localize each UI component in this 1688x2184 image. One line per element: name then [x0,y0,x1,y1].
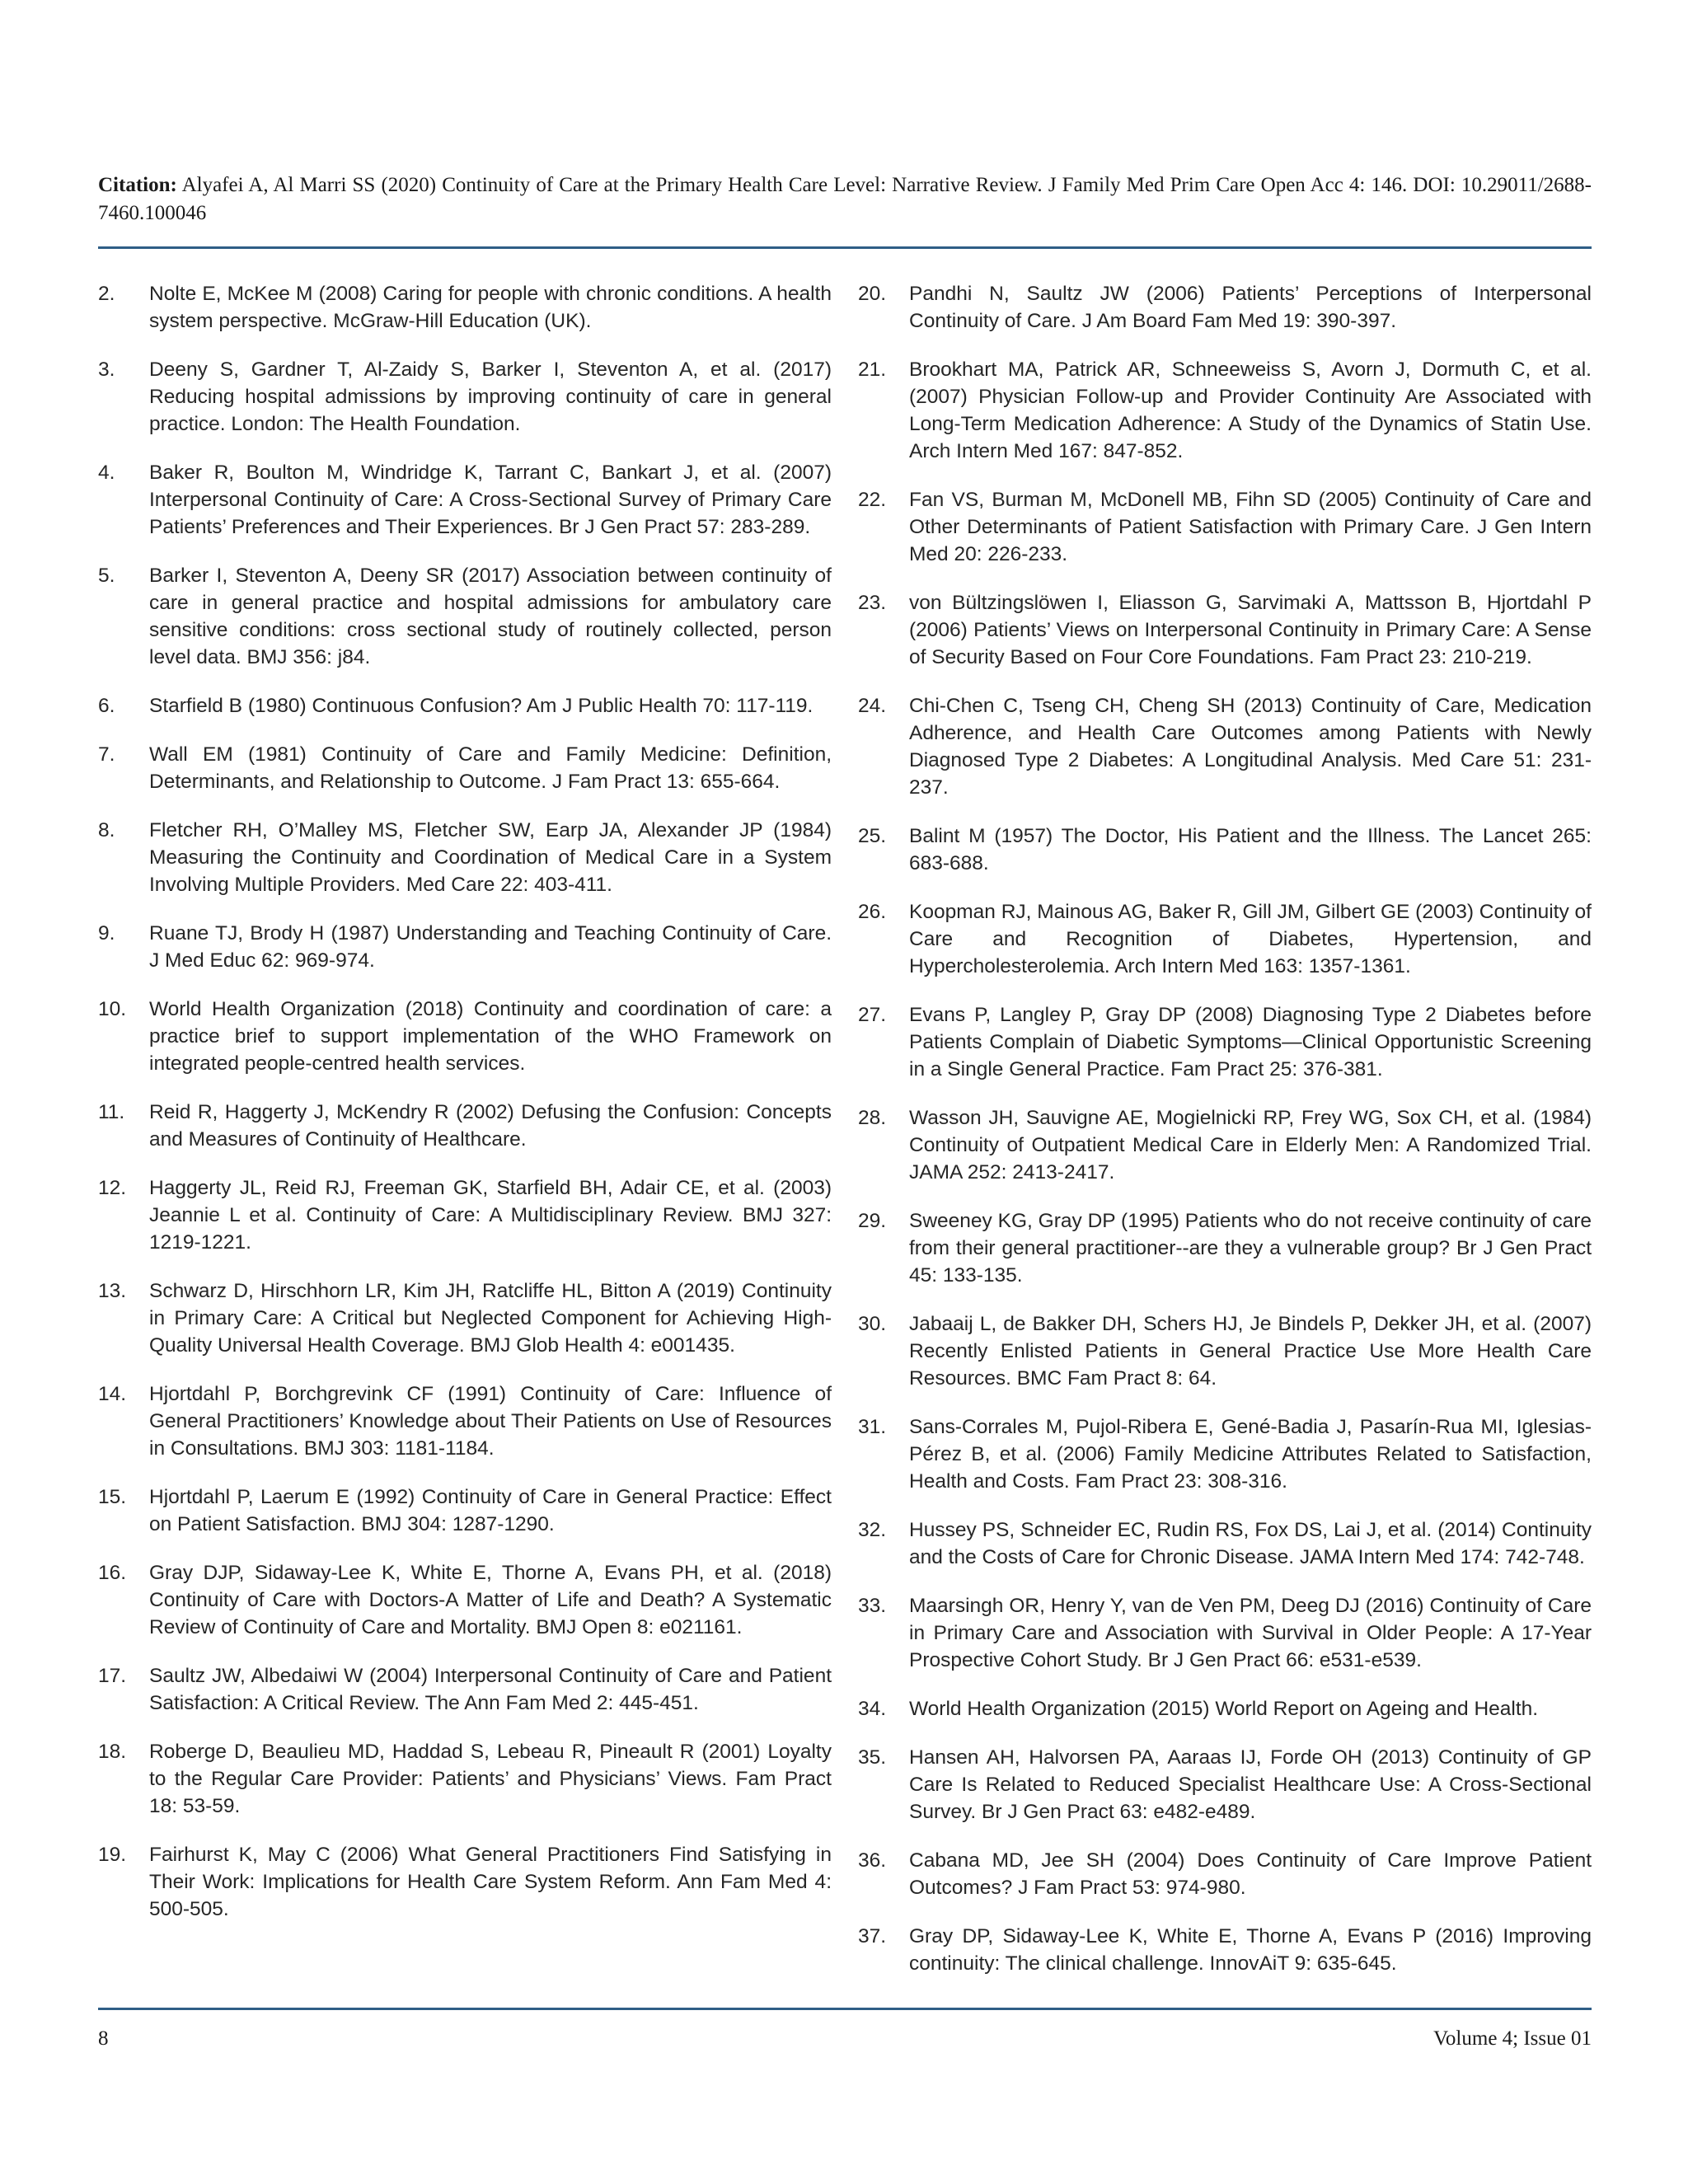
reference-text: World Health Organization (2018) Continuity and coordination of care: a practice brief to support implementation of the WHO Framework on integrated people-centred health services. [149,998,832,1075]
reference-text: Roberge D, Beaulieu MD, Haddad S, Lebeau R, Pineault R (2001) Loyalty to the Regular Care Provider: Patients’ and Physicians’ Views. Fam Pract 18: 53-59. [149,1741,832,1817]
page-number: 8 [98,2027,109,2050]
reference-number: 4. [98,462,115,484]
reference-text: Ruane TJ, Brody H (1987) Understanding and Teaching Continuity of Care. J Med Educ 62: 969-974. [149,922,832,972]
reference-item [98,356,832,438]
reference-item [98,459,832,541]
reference-number: 16. [98,1562,127,1584]
reference-number: 28. [858,1107,887,1129]
reference-text: Haggerty JL, Reid RJ, Freeman GK, Starfield BH, Adair CE, et al. (2003) Jeannie L et al. Continuity of Care: A Multidisciplinary Review. BMJ 327: 1219-1221. [149,1177,832,1254]
reference-item [858,692,1592,801]
reference-item [98,1277,832,1359]
reference-item [858,280,1592,335]
reference-item [98,1662,832,1717]
reference-number: 35. [858,1746,887,1769]
reference-number: 25. [858,825,887,847]
reference-item [858,1847,1592,1901]
reference-item [858,1310,1592,1392]
reference-item [858,1923,1592,1977]
reference-text: Maarsingh OR, Henry Y, van de Ven PM, Deeg DJ (2016) Continuity of Care in Primary Care and Association with Survival in Older People: A 17-Year Prospective Cohort Study. Br J Gen Pract 66: e531-e539. [909,1595,1592,1671]
reference-text: Fletcher RH, O’Malley MS, Fletcher SW, Earp JA, Alexander JP (1984) Measuring the Continuity and Coordination of Medical Care in a System Involving Multiple Providers. Med Care 22: 403-411. [149,819,832,896]
reference-number: 18. [98,1741,127,1763]
reference-text: Reid R, Haggerty J, McKendry R (2002) Defusing the Confusion: Concepts and Measures of Continuity of Healthcare. [149,1101,832,1151]
reference-number: 10. [98,998,127,1020]
reference-text: Balint M (1957) The Doctor, His Patient and the Illness. The Lancet 265: 683-688. [909,825,1592,874]
reference-item [98,1380,832,1462]
reference-text: Starfield B (1980) Continuous Confusion? Am J Public Health 70: 117-119. [149,695,814,717]
reference-number: 31. [858,1416,887,1438]
reference-text: Deeny S, Gardner T, Al-Zaidy S, Barker I, Steventon A, et al. (2017) Reducing hospital admissions by improving continuity of care in general practice. London: The Health Foundation. [149,359,832,435]
citation-label: Citation: [98,174,177,196]
reference-item [98,1483,832,1538]
reference-text: Fan VS, Burman M, McDonell MB, Fihn SD (2005) Continuity of Care and Other Determinants of Patient Satisfaction with Primary Care. J Gen Intern Med 20: 226-233. [909,489,1592,565]
reference-number: 11. [98,1101,125,1123]
reference-item [858,823,1592,877]
reference-number: 21. [858,359,887,381]
reference-number: 22. [858,489,887,511]
reference-text: Hjortdahl P, Laerum E (1992) Continuity of Care in General Practice: Effect on Patient Satisfaction. BMJ 304: 1287-1290. [149,1486,832,1535]
reference-text: Barker I, Steventon A, Deeny SR (2017) Association between continuity of care in general practice and hospital admissions for ambulatory care sensitive conditions: cross sectional study of routinely collected, person level data. BMJ 356: j84. [149,565,832,668]
citation-text: Alyafei A, Al Marri SS (2020) Continuity of Care at the Primary Health Care Level: Narrative Review. J Family Med Prim Care Open Acc 4: 146. DOI: 10.29011/2688-7460.100046 [98,174,1592,224]
reference-number: 37. [858,1925,887,1947]
reference-item [858,898,1592,980]
reference-number: 20. [858,283,887,305]
reference-text: von Bültzingslöwen I, Eliasson G, Sarvimaki A, Mattsson B, Hjortdahl P (2006) Patients’ Views on Interpersonal Continuity in Primary Care: A Sense of Security Based on Four Core Foundations. Fam Pract 23: 210-219. [909,592,1592,668]
reference-text: Baker R, Boulton M, Windridge K, Tarrant C, Bankart J, et al. (2007) Interpersonal Continuity of Care: A Cross-Sectional Survey of Primary Care Patients’ Preferences and Their Experiences. Br J Gen Pract 57: 283-289. [149,462,832,538]
reference-text: Wasson JH, Sauvigne AE, Mogielnicki RP, Frey WG, Sox CH, et al. (1984) Continuity of Outpatient Medical Care in Elderly Men: A Randomized Trial. JAMA 252: 2413-2417. [909,1107,1592,1183]
reference-number: 5. [98,565,115,587]
reference-item [98,741,832,795]
reference-text: Brookhart MA, Patrick AR, Schneeweiss S, Avorn J, Dormuth C, et al. (2007) Physician Follow-up and Provider Continuity Are Associated with Long-Term Medication Adherence: A Study of the Dynamics of Statin Use. Arch Intern Med 167: 847-852. [909,359,1592,462]
reference-text: World Health Organization (2015) World Report on Ageing and Health. [909,1698,1539,1720]
reference-item [98,1174,832,1256]
reference-item [858,1516,1592,1571]
references-left-column [98,280,832,1944]
reference-number: 19. [98,1844,127,1866]
reference-number: 14. [98,1383,127,1405]
reference-item [98,1841,832,1923]
reference-number: 32. [858,1519,887,1541]
reference-number: 23. [858,592,887,614]
references-right-column [858,280,1592,1999]
reference-number: 24. [858,695,887,717]
reference-text: Hansen AH, Halvorsen PA, Aaraas IJ, Forde OH (2013) Continuity of GP Care Is Related to Reduced Specialist Healthcare Use: A Cross-Sectional Survey. Br J Gen Pract 63: e482-e489. [909,1746,1592,1823]
reference-number: 26. [858,901,887,923]
reference-number: 34. [858,1698,887,1720]
reference-item [98,1738,832,1820]
reference-text: Sans-Corrales M, Pujol-Ribera E, Gené-Badia J, Pasarín-Rua MI, Iglesias-Pérez B, et al. (2006) Family Medicine Attributes Related to Satisfaction, Health and Costs. Fam Pract 23: 308-316. [909,1416,1592,1493]
reference-number: 29. [858,1210,887,1232]
reference-text: Gray DJP, Sidaway-Lee K, White E, Thorne A, Evans PH, et al. (2018) Continuity of Care with Doctors-A Matter of Life and Death? A Systematic Review of Continuity of Care and Mortality. BMJ Open 8: e021161. [149,1562,832,1638]
reference-item [98,1099,832,1153]
reference-item [98,280,832,335]
reference-number: 36. [858,1849,887,1872]
reference-text: Hussey PS, Schneider EC, Rudin RS, Fox DS, Lai J, et al. (2014) Continuity and the Costs of Care for Chronic Disease. JAMA Intern Med 174: 742-748. [909,1519,1592,1568]
reference-text: Koopman RJ, Mainous AG, Baker R, Gill JM, Gilbert GE (2003) Continuity of Care and Recognition of Diabetes, Hypertension, and Hypercholesterolemia. Arch Intern Med 163: 1357-1361. [909,901,1592,977]
reference-item [98,817,832,898]
reference-text: Hjortdahl P, Borchgrevink CF (1991) Continuity of Care: Influence of General Practitioners’ Knowledge about Their Patients on Use of Resources in Consultations. BMJ 303: 1181-1184. [149,1383,832,1460]
reference-number: 8. [98,819,115,841]
reference-number: 27. [858,1004,887,1026]
reference-item [858,1695,1592,1722]
volume-issue: Volume 4; Issue 01 [1433,2027,1592,2050]
reference-item [858,1001,1592,1083]
reference-item [858,1207,1592,1289]
reference-text: Sweeney KG, Gray DP (1995) Patients who do not receive continuity of care from their general practitioner--are they a vulnerable group? Br J Gen Pract 45: 133-135. [909,1210,1592,1286]
reference-number: 2. [98,283,115,305]
reference-text: Chi-Chen C, Tseng CH, Cheng SH (2013) Continuity of Care, Medication Adherence, and Health Care Outcomes among Patients with Newly Diagnosed Type 2 Diabetes: A Longitudinal Analysis. Med Care 51: 231-237. [909,695,1592,799]
reference-number: 7. [98,743,115,766]
reference-text: Wall EM (1981) Continuity of Care and Family Medicine: Definition, Determinants, and Relationship to Outcome. J Fam Pract 13: 655-664. [149,743,832,793]
reference-text: Gray DP, Sidaway-Lee K, White E, Thorne A, Evans P (2016) Improving continuity: The clinical challenge. InnovAiT 9: 635-645. [909,1925,1592,1975]
reference-item [858,1104,1592,1186]
reference-item [858,589,1592,671]
reference-number: 17. [98,1665,127,1687]
reference-text: Saultz JW, Albedaiwi W (2004) Interpersonal Continuity of Care and Patient Satisfaction: A Critical Review. The Ann Fam Med 2: 445-451. [149,1665,832,1714]
reference-text: Cabana MD, Jee SH (2004) Does Continuity of Care Improve Patient Outcomes? J Fam Pract 53: 974-980. [909,1849,1592,1899]
reference-text: Fairhurst K, May C (2006) What General Practitioners Find Satisfying in Their Work: Implications for Health Care System Reform. Ann Fam Med 4: 500-505. [149,1844,832,1920]
reference-item [98,996,832,1077]
reference-text: Evans P, Langley P, Gray DP (2008) Diagnosing Type 2 Diabetes before Patients Complain of Diabetic Symptoms—Clinical Opportunistic Screening in a Single General Practice. Fam Pract 25: 376-381. [909,1004,1592,1080]
reference-text: Schwarz D, Hirschhorn LR, Kim JH, Ratcliffe HL, Bitton A (2019) Continuity in Primary Care: A Critical but Neglected Component for Achieving High-Quality Universal Health Coverage. BMJ Glob Health 4: e001435. [149,1280,832,1357]
reference-item [98,920,832,974]
reference-item [858,486,1592,568]
reference-text: Pandhi N, Saultz JW (2006) Patients’ Perceptions of Interpersonal Continuity of Care. J Am Board Fam Med 19: 390-397. [909,283,1592,332]
reference-number: 13. [98,1280,127,1302]
reference-text: Nolte E, McKee M (2008) Caring for people with chronic conditions. A health system perspective. McGraw-Hill Education (UK). [149,283,832,332]
reference-item [98,562,832,671]
reference-item [98,692,832,719]
citation-header [98,171,1592,227]
reference-text: Jabaaij L, de Bakker DH, Schers HJ, Je Bindels P, Dekker JH, et al. (2007) Recently Enlisted Patients in General Practice Use More Health Care Resources. BMC Fam Pract 8: 64. [909,1313,1592,1390]
footer-divider [98,2008,1592,2010]
reference-item [858,356,1592,465]
reference-item [98,1559,832,1641]
reference-number: 12. [98,1177,127,1199]
reference-item [858,1744,1592,1825]
reference-number: 3. [98,359,115,381]
reference-number: 33. [858,1595,887,1617]
reference-number: 6. [98,695,115,717]
reference-number: 15. [98,1486,127,1508]
reference-item [858,1413,1592,1495]
header-divider [98,246,1592,249]
reference-number: 9. [98,922,115,944]
reference-item [858,1592,1592,1674]
reference-number: 30. [858,1313,887,1335]
